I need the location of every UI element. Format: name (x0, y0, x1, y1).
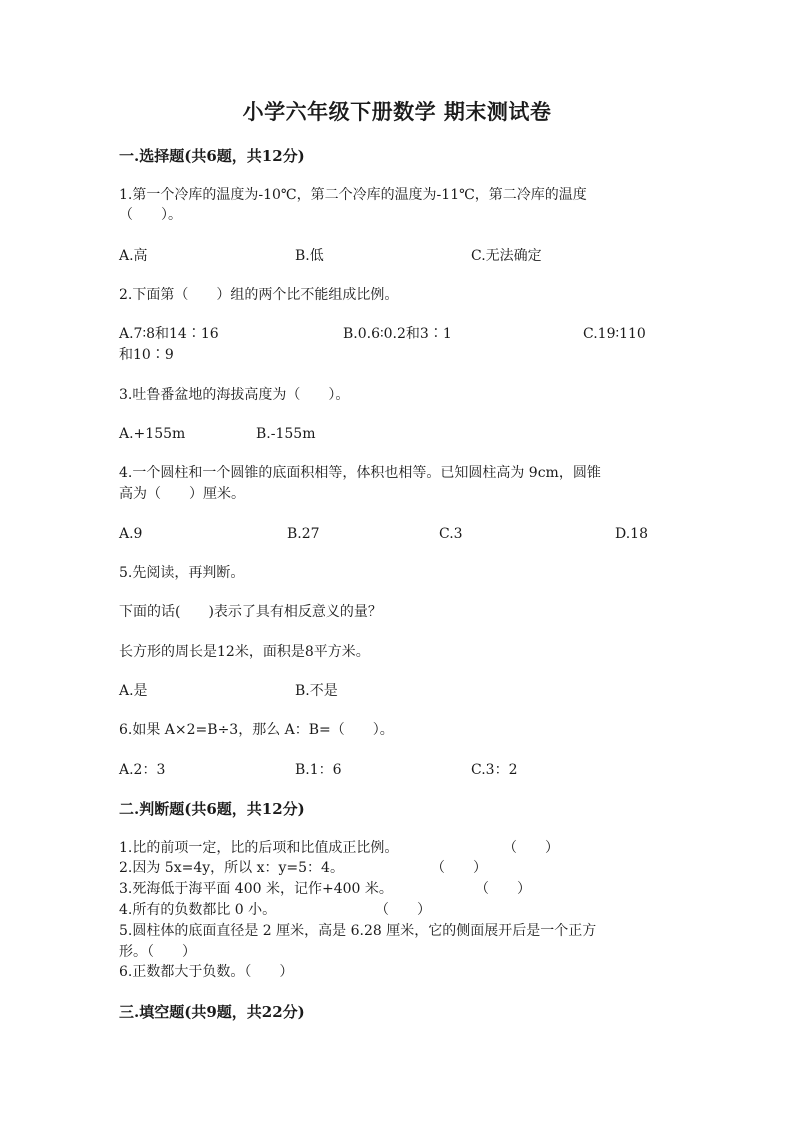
question-3-option-b: B.-155m (256, 426, 316, 442)
question-6-option-c: C.3：2 (471, 762, 518, 778)
judge-item-5: 5.圆柱体的底面直径是 2 厘米，高是 6.28 厘米，它的侧面展开后是一个正方 (119, 923, 597, 939)
question-2-stem: 2.下面第（ ）组的两个比不能组成比例。 (119, 287, 399, 303)
question-4-option-a: A.9 (119, 526, 143, 542)
judge-item-3: 3.死海低于海平面 400 米，记作+400 米。 (119, 881, 393, 897)
question-1-option-b: B.低 (295, 248, 324, 264)
question-5-line-3: 长方形的周长是12米，面积是8平方米。 (119, 644, 370, 660)
judge-item-2: 2.因为 5x=4y，所以 x：y=5：4。 (119, 860, 344, 876)
question-6-option-a: A.2：3 (119, 762, 166, 778)
judge-item-3-blank: （ ） (475, 881, 531, 897)
judge-item-4: 4.所有的负数都比 0 小。 (119, 902, 277, 918)
question-4-line-2: 高为（ ）厘米。 (119, 486, 245, 502)
question-4-line-1: 4.一个圆柱和一个圆锥的底面积相等，体积也相等。已知圆柱高为 9cm，圆锥 (119, 465, 601, 481)
section-heading-choice: 一.选择题(共6题，共12分) (119, 147, 305, 165)
question-3-option-a: A.+155m (119, 426, 186, 442)
question-6-option-b: B.1：6 (295, 762, 342, 778)
judge-item-5-continued: 形。（ ） (119, 944, 196, 960)
question-5-option-b: B.不是 (295, 683, 338, 699)
question-2-option-c: C.19∶110 (583, 326, 646, 342)
question-3-stem: 3.吐鲁番盆地的海拔高度为（ ）。 (119, 387, 350, 403)
page-title: 小学六年级下册数学 期末测试卷 (242, 99, 552, 124)
question-2-option-b: B.0.6∶0.2和3∶1 (343, 326, 452, 342)
question-4-option-b: B.27 (287, 526, 320, 542)
question-4-option-d: D.18 (615, 526, 648, 542)
question-5-option-a: A.是 (119, 683, 148, 699)
question-6-stem: 6.如果 A×2=B÷3，那么 A：B=（ ）。 (119, 722, 394, 738)
judge-item-1: 1.比的前项一定，比的后项和比值成正比例。 (119, 840, 399, 856)
section-heading-judge: 二.判断题(共6题，共12分) (119, 800, 305, 818)
question-1-option-a: A.高 (119, 248, 148, 264)
judge-item-4-blank: （ ） (375, 902, 431, 918)
question-1-line-1: 1.第一个冷库的温度为-10℃，第二个冷库的温度为-11℃，第二冷库的温度 (119, 187, 587, 203)
judge-item-6: 6.正数都大于负数。（ ） (119, 964, 294, 980)
judge-item-1-blank: （ ） (503, 840, 559, 856)
question-2-option-c-continued: 和10∶9 (119, 347, 174, 363)
question-5-line-2: 下面的话( )表示了具有相反意义的量？ (119, 604, 382, 620)
question-1-line-2: （ ）。 (119, 207, 182, 223)
section-heading-fill: 三.填空题(共9题，共22分) (119, 1003, 305, 1021)
question-2-option-a: A.7∶8和14∶16 (119, 326, 219, 342)
question-1-option-c: C.无法确定 (471, 248, 542, 264)
judge-item-2-blank: （ ） (431, 860, 487, 876)
question-5-stem: 5.先阅读，再判断。 (119, 565, 245, 581)
question-4-option-c: C.3 (439, 526, 463, 542)
